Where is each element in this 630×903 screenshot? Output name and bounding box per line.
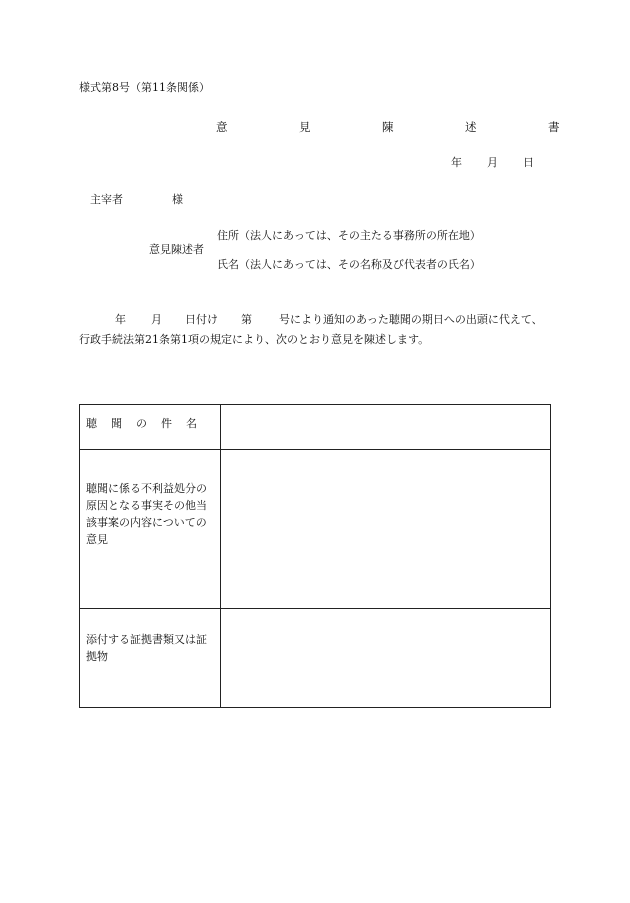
table-row bbox=[80, 405, 551, 450]
recipient-role: 主宰者 bbox=[90, 193, 123, 206]
opinion-label: 聴聞に係る不利益処分の原因となる事実その他当該事案の内容についての意見 bbox=[80, 450, 221, 609]
body-dated: 日付け bbox=[185, 313, 218, 326]
opinion-field[interactable] bbox=[221, 450, 551, 609]
document-title: 意 見 陳 述 書 bbox=[216, 120, 590, 134]
hearing-matter-label: 聴聞の件名 bbox=[80, 405, 221, 450]
opinion-table bbox=[79, 404, 551, 708]
table-row bbox=[80, 609, 551, 708]
body-text-line-1 bbox=[79, 313, 543, 327]
date-day: 日 bbox=[523, 156, 534, 169]
submitter-label: 意見陳述者 bbox=[149, 243, 204, 256]
date-year: 年 bbox=[451, 156, 462, 169]
body-rest: 号により通知のあった聴聞の期日への出頭に代えて、 bbox=[279, 313, 543, 326]
body-month: 月 bbox=[151, 313, 162, 326]
evidence-field[interactable] bbox=[221, 609, 551, 708]
recipient-suffix: 様 bbox=[172, 193, 183, 206]
form-number: 様式第8号（第11条関係） bbox=[79, 81, 210, 94]
name-label: 氏名（法人にあっては、その名称及び代表者の氏名） bbox=[217, 258, 481, 271]
hearing-matter-field[interactable] bbox=[221, 405, 551, 450]
date-line bbox=[451, 156, 534, 170]
table-row bbox=[80, 450, 551, 609]
evidence-label: 添付する証拠書類又は証拠物 bbox=[80, 609, 221, 708]
body-year: 年 bbox=[115, 313, 126, 326]
body-text-line-2: 行政手続法第21条第1項の規定により、次のとおり意見を陳述します。 bbox=[79, 333, 430, 346]
address-label: 住所（法人にあっては、その主たる事務所の所在地） bbox=[217, 229, 481, 242]
date-month: 月 bbox=[487, 156, 498, 169]
body-no-prefix: 第 bbox=[241, 313, 252, 326]
